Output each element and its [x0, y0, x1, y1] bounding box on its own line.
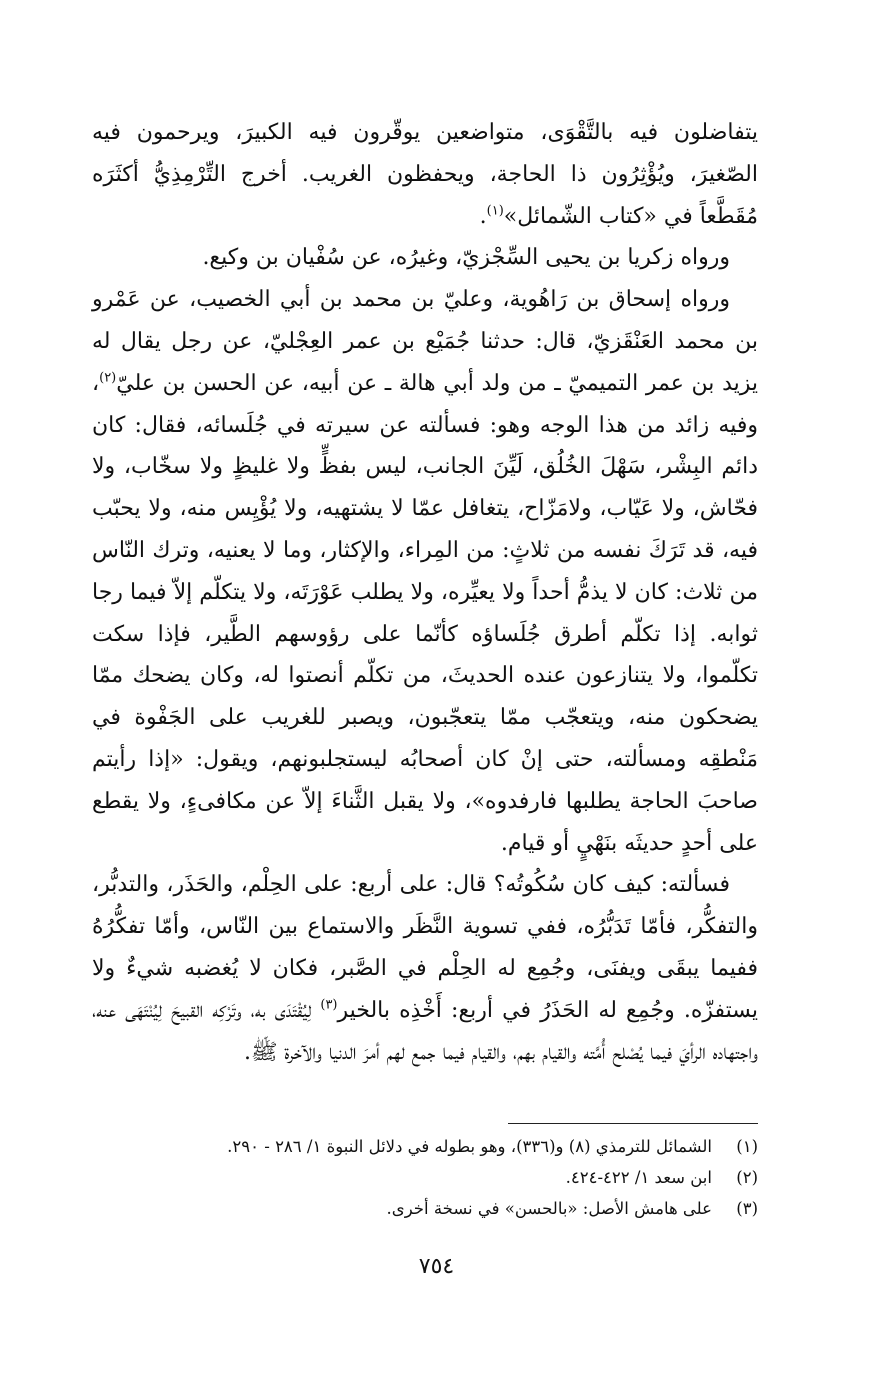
- footnote-3: [92, 1193, 758, 1224]
- paragraph-1-tail: .: [479, 203, 487, 229]
- paragraph-1: [92, 112, 758, 237]
- paragraph-3: [92, 279, 758, 864]
- footnote-divider: [508, 1123, 758, 1124]
- footnote-text: ابن سعد ١/ ٤٢٢-٤٢٤.: [565, 1168, 712, 1187]
- paragraph-4-tail: لِيُقْتَدَى به، وتَرْكِه القبيحَ لِيُنْتَهَى عنه، واجتهاده الرأيَ فيما يُصْلح أُمَّته والقيام بهم، والقيام فيما جمع لهم أمرَ الدنيا والآخرة ﷺ.: [92, 997, 758, 1065]
- footnote-1: [92, 1131, 758, 1162]
- paragraph-2: ورواه زكريا بن يحيى السِّجْزيّ، وغيرُه، عن سُفْيان بن وكيع.: [202, 245, 730, 271]
- footnote-ref-2[interactable]: (٢): [99, 370, 117, 386]
- footnote-text: الشمائل للترمذي (٨) و(٣٣٦)، وهو بطوله في دلائل النبوة ١/ ٢٨٦ - ٢٩٠.: [227, 1137, 712, 1156]
- page-number: ٧٥٤: [418, 1254, 455, 1279]
- main-text: [92, 112, 758, 1073]
- footnote-ref-3[interactable]: (٣): [320, 997, 338, 1013]
- footnote-number: (١): [736, 1137, 758, 1156]
- footnote-number: (٣): [736, 1199, 758, 1218]
- paragraph-3-text: ورواه إسحاق بن رَاهُوية، وعليّ بن محمد بن أبي الخصيب، عن عَمْرو بن محمد العَنْقَزيّ، قال: حدثنا جُمَيْع بن عمر العِجْليّ، عن رجل يقال له يزيد بن عمر التميميّ ـ من ولد أبي هالة ـ عن أبيه، عن الحسن بن عليّ: [92, 287, 758, 396]
- footnote-number: (٢): [736, 1168, 758, 1187]
- paragraph-4: [92, 864, 758, 1073]
- paragraph-3-tail: ، وفيه زائد من هذا الوجه وهو: فسألته عن سيرته في جُلَسائه، فقال: كان دائم البِشْر، سَهْلَ الخُلُق، لَيِّنَ الجانب، ليس بفظٍّ ولا غليظٍ ولا سخّاب، ولا فحّاش، ولا عَيّاب، ولامَزّاح، يتغافل عمّا لا يشتهيه، ولا يُؤْيِس منه، ولا يحبّب فيه، قد تَرَكَ نفسه من ثلاثٍ: من المِراء، والإكثار، وما لا يعنيه، وترك النّاس من ثلاث: كان لا يذمُّ أحداً ولا يعيِّره، ولا يطلب عَوْرَتَه، ولا يتكلّم إلاّ فيما رجا ثوابه. إذا تكلّم أطرق جُلَساؤه كأنّما على رؤوسهم الطَّير، فإذا سكت تكلّموا، ولا يتنازعون عنده الحديثَ، من تكلّم أنصتوا له، وكان يضحك ممّا يضحكون منه، ويتعجّب ممّا يتعجّبون، ويصبر للغريب على الجَفْوة في مَنْطقِه ومسألته، حتى إنْ كان أصحابُه ليستجلبونهم، ويقول: «إذا رأيتم صاحبَ الحاجة يطلبها فارفدوه»، ولا يقبل الثَّناءَ إلاّ عن مكافىءٍ، ولا يقطع على أحدٍ حديثَه بنَهْيٍ أو قيام.: [92, 370, 758, 856]
- footnote-2: [92, 1162, 758, 1193]
- paragraph-1-text: يتفاضلون فيه بالتَّقْوَى، متواضعين يوقّرون فيه الكبيرَ، ويرحمون فيه الصّغيرَ، ويُؤْثِرُون ذا الحاجة، ويحفظون الغريب. أخرج التِّرْمِذِيُّ أكثَرَه مُقَطَّعاً في «كتاب الشّمائل»: [92, 120, 758, 229]
- paragraph-4-text: فسألته: كيف كان سُكُوتُه؟ قال: على أربع: على الحِلْم، والحَذَر، والتدبُّر، والتفكُّر، فأمّا تَدَبُّرُه، ففي تسوية النَّظَر والاستماع بين النّاس، وأمّا تفكُّرُهُ ففيما يبقَى ويفنَى، وجُمِع له الحِلْم في الصَّبر، فكان لا يُغضبه شيءٌ ولا يستفزّه. وجُمِع له الحَذَرُ في أربع: أَخْذِه بالخير: [92, 872, 759, 1023]
- footnote-ref-1[interactable]: (١): [486, 203, 504, 219]
- footnotes: [92, 1131, 758, 1224]
- footnote-text: على هامش الأصل: «بالحسن» في نسخة أخرى.: [386, 1199, 712, 1218]
